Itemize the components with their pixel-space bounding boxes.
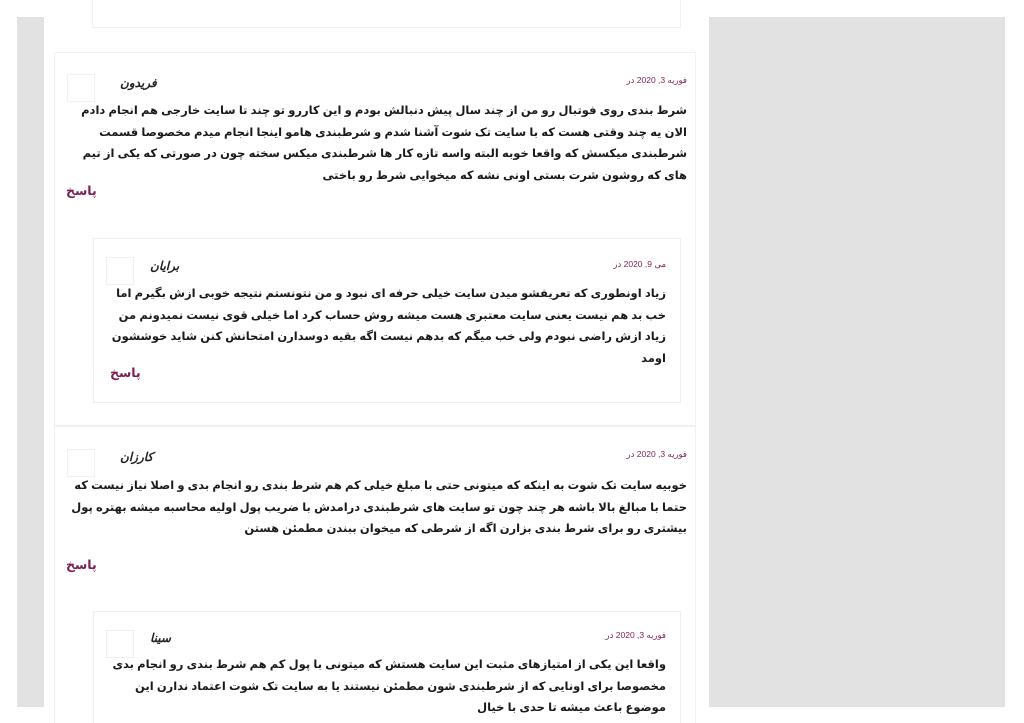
comment-item xyxy=(54,426,696,723)
reply-button[interactable]: پاسخ xyxy=(66,558,97,572)
comment-author: فریدون xyxy=(120,76,157,90)
comment-meta xyxy=(106,630,666,652)
avatar xyxy=(67,449,95,477)
previous-comment-bottom xyxy=(92,0,681,28)
comment-text: خوبیه سایت تک شوت به اینکه که میتونی حتی با مبلغ خیلی کم هم شرط بندی رو انجام بدی و اصلا نیاز نیست که حتما با مبالغ بالا باشه هر چند چون تو سایت های شرطبندی درامدش با ضریب پول اولیه محاسبه میشه بهتره پول بیشتری رو برای شرط بندی بزارن اگه از شرطی که میخوان ببندن مطمئن هستن xyxy=(71,480,687,535)
left-gutter-bar xyxy=(17,17,44,707)
comment-date[interactable]: فوریه 3, 2020 در xyxy=(626,75,687,85)
comment-meta xyxy=(67,75,687,97)
avatar xyxy=(106,630,134,658)
sidebar xyxy=(709,17,1005,707)
comment-text: شرط بندی روی فوتبال رو من از چند سال پیش دنبالش بودم و این کاررو تو چند تا سایت خارجی هم انجام دادم الان یه چند وقتی هست که با سایت تک شوت آشنا شدم و شرطبندی هامو اینجا انجام میدم مخصوصا قسمت شرطبندی میکسش که واقعا خوبه البته واسه تازه کار ها شرطبندی میکس سخته چون در صورتی که یکی از تیم های که روشون شرت بستی اونی نشه که میخوایی شرط رو باختی xyxy=(81,105,687,182)
avatar xyxy=(67,74,95,102)
comment-author: برایان xyxy=(150,259,180,273)
comment-text: زیاد اونطوری که تعریفشو میدن سایت خیلی حرفه ای نبود و من نتونستم نتیجه خوبی ازش بگیرم اما خب بد هم نیست یعنی سایت معتبری هست میشه روش حساب کرد اما خیلی قوی نیست نمیدونم من زیاد ازش راضی نبودم ولی خب میگم که بدهم نیست اگه بقیه دوسدارن امتحانش کنن شاید خوششون اومد xyxy=(111,288,666,365)
comment-item xyxy=(54,52,696,426)
comment-date[interactable]: می 9, 2020 در xyxy=(613,259,666,269)
comment-meta xyxy=(106,259,666,281)
reply-button[interactable]: پاسخ xyxy=(110,366,141,380)
comment-author: سینا xyxy=(150,631,171,645)
reply-comment-item xyxy=(93,238,681,403)
comments-section xyxy=(44,0,709,723)
comment-text: واقعا این یکی از امتیازهای مثبت این سایت هستش که میتونی با پول کم هم شرط بندی رو انجام بدی مخصوصا برای اونایی که از شرطبندی شون مطمئن نیستند یا به سایت تک شوت اعتماد ندارن این موضوع باعث میشه تا حدی با خیال xyxy=(112,659,666,714)
comment-meta xyxy=(67,449,687,471)
reply-button[interactable]: پاسخ xyxy=(66,184,97,198)
avatar xyxy=(106,257,134,285)
comment-date[interactable]: فوریه 3, 2020 در xyxy=(626,449,687,459)
page-background xyxy=(0,0,17,723)
comment-date[interactable]: فوریه 3, 2020 در xyxy=(605,630,666,640)
comment-author: کارزان xyxy=(120,450,154,464)
reply-comment-item xyxy=(93,611,681,723)
